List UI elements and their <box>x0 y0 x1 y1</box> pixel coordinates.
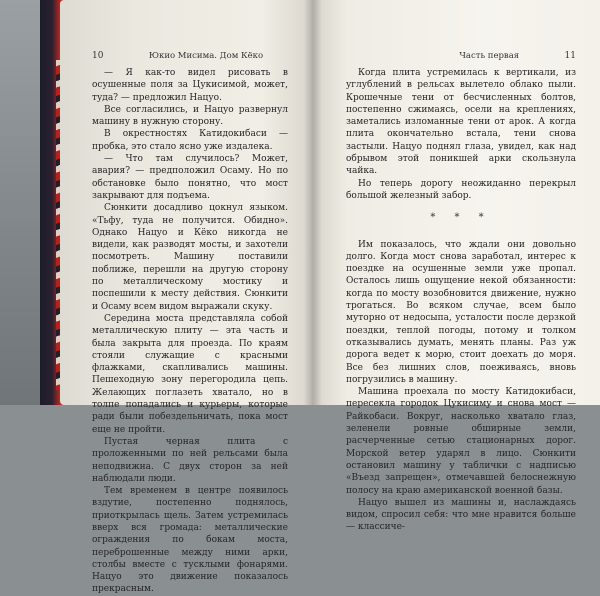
paragraph: Нацуо вышел из машины и, наслаждаясь видом, спросил себя: что мне нравится больше — классиче- <box>346 497 576 533</box>
paragraph: Машина проехала по мосту Катидокибаси, пересекла городок Цукисиму и снова мост — Райкобаси. Вокруг, насколько хватало глаз, зеленели ровные обширные земли, расчерченные сетью стационарных дорог. Морской ветер ударял в лицо. Сюнкити остановил машину у таблички с надписью «Въезд запрещен», отмечавшей белоснежную полосу на краю американской военной базы. <box>346 387 576 496</box>
paragraph: Все согласились, и Нацуо развернул машину в нужную сторону. <box>92 104 288 128</box>
paragraph: Но теперь дорогу неожиданно перекрыл большой железный забор. <box>346 178 576 201</box>
left-text-block <box>92 67 288 596</box>
right-page-number: 11 <box>564 51 576 61</box>
left-running-head <box>92 50 292 62</box>
left-page-number: 10 <box>92 51 104 61</box>
paragraph: Середина моста представляла собой металлическую плиту — эта часть и была закрыта для проезда. По краям стояли служащие с красными флажками, скапливались машины. Пешеходную зону перегородила цепь. Желающих поглазеть хватало, но в толпе попадались и курьеры, которые ради были побездельничать, пока мост еще не пройти. <box>92 313 288 435</box>
paragraph: В окрестностях Катидокибаси — пробка, это стало ясно уже издалека. <box>92 129 288 152</box>
section-separator: * * * <box>430 212 492 224</box>
book-gutter <box>304 0 322 405</box>
paragraph: Им показалось, что ждали они довольно долго. Когда мост снова заработал, интерес к поездке на осушенные земли уже пропал. Осталось лишь ощущение некой обязанности: когда по мосту возобновится движение, нужно трогаться. Во всяком случае, всем было муторно от недосыпа, усталости после дерзкой поездки, теплой погоды, потому и толком отказывались думать, менять планы. Раз уж дорога ведет к морю, стоит доехать до моря. Все без лишних слов, поеживаясь, вновь погрузились в машину. <box>346 239 576 385</box>
left-page <box>60 0 312 595</box>
paragraph: — Что там случилось? Может, авария? — предположил Осаму. Но по обстановке было понятно, что мост закрывают для подъема. <box>92 154 288 201</box>
paragraph: Пустая черная плита с проложенными по ней рельсами была неподвижна. С двух сторон за ней наблюдали люди. <box>92 436 288 484</box>
right-running-head <box>386 50 576 62</box>
paragraph: Тем временем в центре появилось вздутие, постепенно поднялось, приоткрылась щель. Затем устремилась вверх вся громада: металлические ограждения по бокам моста, переброшенные между ними арки, столбы вместе с тусклыми фонарями. Нацуо это движение показалось прекрасным. <box>92 486 288 595</box>
right-running-title: Часть первая <box>459 51 520 61</box>
paragraph: Сюнкити досадливо цокнул языком. «Тьфу, туда не получится. Обидно». Однако Нацуо и Кёко никогда не видели, как разводят мосты, и захотели посмотреть. Машину поставили поближе, перешли на другую сторону по металлическому мостику и поспешили к месту действия. Сюнкити и Осаму всем видом выражали скуку. <box>92 203 288 312</box>
left-running-title: Юкио Мисима. Дом Кёко <box>148 51 264 61</box>
paragraph: Когда плита устремилась к вертикали, из углублений в рельсах вылетело облако пыли. Крошечные тени от бесчисленных болтов, постепенно сжимаясь, осели на креплениях, заметались изломанные тени от арок. А когда плита окончательно встала, тени снова застыли. Нацуо поднял глаза, увидел, как над обрывом этой поникшей арки скользнула чайка. <box>346 68 576 177</box>
paragraph: — Я как-то видел рисовать в осушенные поля за Цукисимой, может, туда? — предложил Нацуо. <box>92 68 288 103</box>
right-text-block <box>346 67 576 534</box>
open-book <box>60 0 600 595</box>
right-page <box>312 0 600 533</box>
